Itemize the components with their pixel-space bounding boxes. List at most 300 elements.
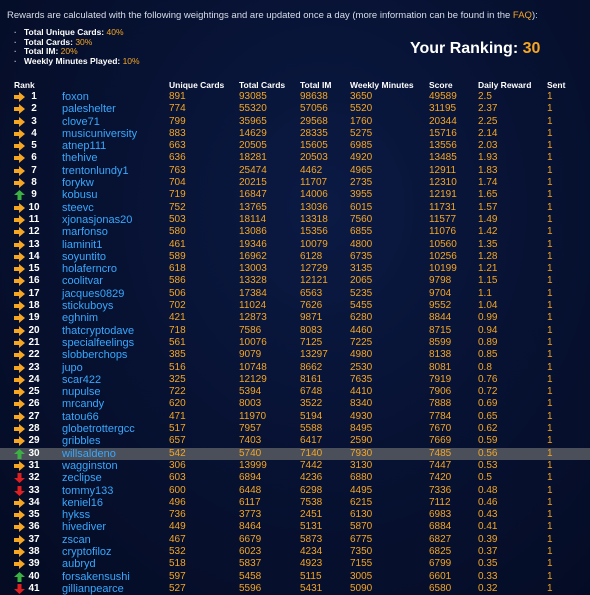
player-name-link[interactable]: tatou66 xyxy=(62,410,99,423)
arrow-right-icon xyxy=(14,128,25,140)
unique-cards-cell: 600 xyxy=(169,484,186,496)
weekly-minutes-cell: 2735 xyxy=(350,177,373,189)
arrow-right-icon xyxy=(14,300,25,312)
weekly-minutes-cell: 5455 xyxy=(350,300,373,312)
daily-reward-cell: 0.56 xyxy=(478,447,498,459)
sent-cell: 1 xyxy=(547,91,553,102)
weekly-minutes-cell: 3005 xyxy=(350,570,373,582)
score-cell: 10560 xyxy=(429,238,457,250)
player-name-link[interactable]: gribbles xyxy=(62,435,101,448)
player-name-link[interactable]: thatcryptodave xyxy=(62,324,135,337)
unique-cards-cell: 736 xyxy=(169,509,186,521)
weekly-minutes-cell: 8495 xyxy=(350,423,373,435)
weekly-minutes-cell: 8340 xyxy=(350,398,373,410)
unique-cards-cell: 516 xyxy=(169,361,186,373)
player-name-link[interactable]: jupo xyxy=(62,361,83,374)
player-name-link[interactable]: globetrottergcc xyxy=(62,423,135,436)
arrow-right-icon xyxy=(14,411,25,423)
total-cards-cell: 13086 xyxy=(239,226,267,238)
arrow-right-icon xyxy=(14,337,25,349)
arrow-right-icon xyxy=(14,91,25,103)
daily-reward-cell: 0.39 xyxy=(478,533,498,545)
weekly-minutes-cell: 2590 xyxy=(350,435,373,447)
table-row xyxy=(0,423,590,435)
total-cards-cell: 6894 xyxy=(239,472,262,484)
unique-cards-cell: 580 xyxy=(169,226,186,238)
unique-cards-cell: 527 xyxy=(169,582,186,594)
total-cards-cell: 13003 xyxy=(239,263,267,275)
player-name-link[interactable]: hivediver xyxy=(62,521,107,534)
daily-reward-cell: 1.15 xyxy=(478,275,498,287)
table-row xyxy=(0,485,590,497)
total-cards-cell: 6448 xyxy=(239,484,262,496)
weekly-minutes-cell: 5520 xyxy=(350,103,373,115)
table-row xyxy=(0,325,590,337)
table-row xyxy=(0,189,590,201)
weekly-minutes-cell: 6280 xyxy=(350,312,373,324)
rewards-intro-text xyxy=(7,10,538,21)
total-cards-cell: 11024 xyxy=(239,300,267,312)
sent-cell: 1 xyxy=(547,250,553,262)
sent-cell: 1 xyxy=(547,115,553,127)
arrow-up-icon xyxy=(14,189,25,201)
total-cards-cell: 16847 xyxy=(239,189,267,201)
table-row xyxy=(0,349,590,361)
total-im-cell: 28335 xyxy=(300,127,328,139)
unique-cards-cell: 636 xyxy=(169,152,186,164)
player-name-link[interactable]: nupulse xyxy=(62,386,101,399)
daily-reward-cell: 1.21 xyxy=(478,263,498,275)
unique-cards-cell: 722 xyxy=(169,386,186,398)
arrow-up-icon xyxy=(14,571,25,583)
table-row xyxy=(0,226,590,238)
arrow-right-icon xyxy=(14,226,25,238)
arrow-right-icon xyxy=(14,116,25,128)
table-row xyxy=(0,202,590,214)
score-cell: 6827 xyxy=(429,533,452,545)
arrow-down-icon xyxy=(14,472,25,484)
total-cards-cell: 20505 xyxy=(239,140,267,152)
weekly-minutes-cell: 3130 xyxy=(350,459,373,471)
unique-cards-cell: 663 xyxy=(169,140,186,152)
score-cell: 12310 xyxy=(429,177,457,189)
total-cards-cell: 11970 xyxy=(239,410,267,422)
score-cell: 8599 xyxy=(429,336,452,348)
sent-cell: 1 xyxy=(547,226,553,238)
total-im-cell: 15605 xyxy=(300,140,328,152)
player-name-link[interactable]: forsakensushi xyxy=(62,570,130,583)
total-im-cell: 4234 xyxy=(300,545,323,557)
unique-cards-cell: 421 xyxy=(169,312,186,324)
total-cards-cell: 18114 xyxy=(239,213,267,225)
rank-cell: 5 xyxy=(31,140,37,152)
player-name-link[interactable]: soyuntito xyxy=(62,250,107,263)
total-im-cell: 13318 xyxy=(300,213,328,225)
total-im-cell: 10079 xyxy=(300,238,328,250)
score-cell: 11076 xyxy=(429,226,457,238)
daily-reward-cell: 0.62 xyxy=(478,423,498,435)
daily-reward-cell: 0.94 xyxy=(478,324,498,336)
unique-cards-cell: 385 xyxy=(169,349,186,361)
table-row xyxy=(0,398,590,410)
weekly-minutes-cell: 3135 xyxy=(350,263,373,275)
score-cell: 15716 xyxy=(429,127,457,139)
score-cell: 9552 xyxy=(429,300,452,312)
sent-cell: 1 xyxy=(547,324,553,336)
table-row xyxy=(0,288,590,300)
total-cards-cell: 25474 xyxy=(239,164,267,176)
player-name-link[interactable]: jacques0829 xyxy=(62,287,125,300)
rank-cell: 24 xyxy=(28,373,40,385)
player-name-link[interactable]: trentonlundy1 xyxy=(62,164,129,177)
table-row xyxy=(0,300,590,312)
arrow-right-icon xyxy=(14,152,25,164)
player-name-link[interactable]: tommy133 xyxy=(62,484,114,497)
sent-cell: 1 xyxy=(547,496,553,508)
player-name-link[interactable]: cryptofiloz xyxy=(62,545,112,558)
ranking-label: Your Ranking: xyxy=(410,40,523,57)
daily-reward-cell: 2.5 xyxy=(478,91,492,102)
score-cell: 8138 xyxy=(429,349,452,361)
total-im-cell: 15356 xyxy=(300,226,328,238)
total-cards-cell: 7586 xyxy=(239,324,262,336)
header-score[interactable]: Score xyxy=(429,80,453,90)
total-im-cell: 29568 xyxy=(300,115,328,127)
total-im-cell: 5588 xyxy=(300,423,323,435)
weekly-minutes-cell: 2065 xyxy=(350,275,373,287)
total-im-cell: 6417 xyxy=(300,435,323,447)
rank-cell: 35 xyxy=(28,509,40,521)
player-name-link[interactable]: zeclipse xyxy=(62,472,102,485)
total-cards-cell: 6679 xyxy=(239,533,262,545)
sent-cell: 1 xyxy=(547,398,553,410)
table-row xyxy=(0,128,590,140)
arrow-right-icon xyxy=(14,460,25,472)
table-row xyxy=(0,411,590,423)
rank-cell: 38 xyxy=(28,545,40,557)
rank-cell: 18 xyxy=(28,300,40,312)
total-im-cell: 7538 xyxy=(300,496,323,508)
total-im-cell: 6298 xyxy=(300,484,323,496)
sent-cell: 1 xyxy=(547,177,553,189)
table-header xyxy=(0,80,590,91)
weekly-minutes-cell: 2530 xyxy=(350,361,373,373)
unique-cards-cell: 561 xyxy=(169,336,186,348)
rank-cell: 41 xyxy=(28,582,40,594)
rank-cell: 8 xyxy=(31,177,37,189)
daily-reward-cell: 0.76 xyxy=(478,373,498,385)
total-cards-cell: 18281 xyxy=(239,152,267,164)
weekly-minutes-cell: 6215 xyxy=(350,496,373,508)
arrow-right-icon xyxy=(14,251,25,263)
rank-cell: 11 xyxy=(28,213,40,225)
player-name-link[interactable]: scar422 xyxy=(62,373,102,386)
table-row xyxy=(0,103,590,115)
score-cell: 10256 xyxy=(429,250,457,262)
weekly-minutes-cell: 4460 xyxy=(350,324,373,336)
sent-cell: 1 xyxy=(547,189,553,201)
arrow-right-icon xyxy=(14,177,25,189)
unique-cards-cell: 542 xyxy=(169,447,186,459)
score-cell: 8844 xyxy=(429,312,452,324)
rank-cell: 39 xyxy=(28,558,40,570)
sent-cell: 1 xyxy=(547,423,553,435)
weighting-value: 40% xyxy=(106,27,124,37)
player-name-link[interactable]: forykw xyxy=(62,177,94,190)
total-im-cell: 3522 xyxy=(300,398,323,410)
weekly-minutes-cell: 6015 xyxy=(350,201,373,213)
sent-cell: 1 xyxy=(547,509,553,521)
sent-cell: 1 xyxy=(547,287,553,299)
score-cell: 6825 xyxy=(429,545,452,557)
total-cards-cell: 35965 xyxy=(239,115,267,127)
total-cards-cell: 16962 xyxy=(239,250,267,262)
total-cards-cell: 3773 xyxy=(239,509,262,521)
unique-cards-cell: 532 xyxy=(169,545,186,557)
ranking-table-body xyxy=(0,91,590,595)
daily-reward-cell: 0.72 xyxy=(478,386,498,398)
player-name-link[interactable]: steevc xyxy=(62,201,94,214)
faq-link[interactable]: FAQ xyxy=(512,10,532,21)
header-total-im[interactable]: Total IM xyxy=(300,80,332,90)
arrow-right-icon xyxy=(14,239,25,251)
sent-cell: 1 xyxy=(547,238,553,250)
player-name-link[interactable]: thehive xyxy=(62,152,98,165)
total-im-cell: 5115 xyxy=(300,570,322,582)
daily-reward-cell: 0.8 xyxy=(478,361,492,373)
sent-cell: 1 xyxy=(547,140,553,152)
total-im-cell: 57056 xyxy=(300,103,328,115)
unique-cards-cell: 702 xyxy=(169,300,186,312)
arrow-down-icon xyxy=(14,485,25,497)
rank-cell: 9 xyxy=(31,189,37,201)
arrow-right-icon xyxy=(14,103,25,115)
player-name-link[interactable]: marfonso xyxy=(62,226,108,239)
total-im-cell: 7442 xyxy=(300,459,323,471)
table-row xyxy=(0,275,590,287)
player-name-link[interactable]: hykss xyxy=(62,509,91,522)
total-cards-cell: 12129 xyxy=(239,373,267,385)
table-row xyxy=(0,362,590,374)
total-cards-cell: 5394 xyxy=(239,386,262,398)
weekly-minutes-cell: 7155 xyxy=(350,558,373,570)
sent-cell: 1 xyxy=(547,152,553,164)
sent-cell: 1 xyxy=(547,521,553,533)
table-row xyxy=(0,177,590,189)
unique-cards-cell: 752 xyxy=(169,201,186,213)
player-name-link[interactable]: foxon xyxy=(62,91,89,103)
weekly-minutes-cell: 7350 xyxy=(350,545,373,557)
arrow-right-icon xyxy=(14,362,25,374)
table-row xyxy=(0,91,590,103)
header-unique-cards[interactable]: Unique Cards xyxy=(169,80,225,90)
score-cell: 12911 xyxy=(429,164,457,176)
player-name-link[interactable]: musicuniversity xyxy=(62,127,138,140)
weekly-minutes-cell: 4920 xyxy=(350,152,373,164)
player-name-link[interactable]: gillianpearce xyxy=(62,582,124,595)
daily-reward-cell: 1.28 xyxy=(478,250,498,262)
header-total-cards[interactable]: Total Cards xyxy=(239,80,286,90)
player-name-link[interactable]: xjonasjonas20 xyxy=(62,213,133,226)
total-cards-cell: 9079 xyxy=(239,349,262,361)
arrow-right-icon xyxy=(14,374,25,386)
player-name-link[interactable]: willsaldeno xyxy=(62,447,116,460)
daily-reward-cell: 1.93 xyxy=(478,152,498,164)
player-name-link[interactable]: aubryd xyxy=(62,558,96,571)
player-name-link[interactable]: slobberchops xyxy=(62,349,128,362)
intro-text: Rewards are calculated with the following weightings and are updated once a day (more information can be found in the xyxy=(7,10,513,21)
player-name-link[interactable]: stickuboys xyxy=(62,300,114,313)
total-im-cell: 11707 xyxy=(300,177,328,189)
score-cell: 7336 xyxy=(429,484,452,496)
daily-reward-cell: 0.85 xyxy=(478,349,498,361)
rank-cell: 34 xyxy=(28,496,40,508)
unique-cards-cell: 763 xyxy=(169,164,186,176)
total-im-cell: 5131 xyxy=(300,521,323,533)
table-row xyxy=(0,571,590,583)
table-row xyxy=(0,497,590,509)
player-name-link[interactable]: eghnim xyxy=(62,312,99,325)
daily-reward-cell: 1.49 xyxy=(478,213,498,225)
player-name-link[interactable]: wagginston xyxy=(62,459,118,472)
rank-cell: 4 xyxy=(31,127,37,139)
total-im-cell: 98638 xyxy=(300,91,328,102)
player-name-link[interactable]: clove71 xyxy=(62,115,100,128)
weekly-minutes-cell: 7635 xyxy=(350,373,373,385)
table-row xyxy=(0,374,590,386)
sent-cell: 1 xyxy=(547,336,553,348)
daily-reward-cell: 0.53 xyxy=(478,459,498,471)
player-name-link[interactable]: holaferncro xyxy=(62,263,118,276)
total-im-cell: 5194 xyxy=(300,410,323,422)
unique-cards-cell: 496 xyxy=(169,496,186,508)
player-name-link[interactable]: paleshelter xyxy=(62,103,116,116)
player-name-link[interactable]: coolitvar xyxy=(62,275,103,288)
weekly-minutes-cell: 1760 xyxy=(350,115,373,127)
score-cell: 7670 xyxy=(429,423,452,435)
header-daily-reward[interactable]: Daily Reward xyxy=(478,80,532,90)
unique-cards-cell: 603 xyxy=(169,472,186,484)
weekly-minutes-cell: 6775 xyxy=(350,533,373,545)
player-name-link[interactable]: kobusu xyxy=(62,189,98,202)
score-cell: 7906 xyxy=(429,386,452,398)
unique-cards-cell: 597 xyxy=(169,570,186,582)
weekly-minutes-cell: 4495 xyxy=(350,484,373,496)
rank-cell: 33 xyxy=(28,484,40,496)
total-im-cell: 13036 xyxy=(300,201,328,213)
rank-cell: 28 xyxy=(28,423,40,435)
rank-cell: 1 xyxy=(31,91,37,102)
player-name-link[interactable]: atnep111 xyxy=(62,140,107,153)
weighting-value: 20% xyxy=(60,46,78,57)
weighting-value: 30% xyxy=(75,36,93,47)
table-row xyxy=(0,239,590,251)
daily-reward-cell: 1.04 xyxy=(478,300,498,312)
daily-reward-cell: 1.65 xyxy=(478,189,498,201)
player-name-link[interactable]: mrcandy xyxy=(62,398,105,411)
header-sent[interactable]: Sent xyxy=(547,80,566,90)
sent-cell: 1 xyxy=(547,472,553,484)
arrow-right-icon xyxy=(14,534,25,546)
header-weekly-minutes[interactable]: Weekly Minutes xyxy=(350,80,414,90)
daily-reward-cell: 0.69 xyxy=(478,398,498,410)
weekly-minutes-cell: 3650 xyxy=(350,91,373,102)
score-cell: 6884 xyxy=(429,521,452,533)
unique-cards-cell: 461 xyxy=(169,238,186,250)
daily-reward-cell: 1.57 xyxy=(478,201,498,213)
unique-cards-cell: 883 xyxy=(169,127,186,139)
rank-cell: 30 xyxy=(28,447,40,459)
score-cell: 8715 xyxy=(429,324,452,336)
total-cards-cell: 6117 xyxy=(239,496,261,508)
total-im-cell: 5873 xyxy=(300,533,323,545)
unique-cards-cell: 471 xyxy=(169,410,186,422)
weighting-label: Total Unique Cards: xyxy=(24,27,107,37)
weekly-minutes-cell: 4410 xyxy=(350,386,373,398)
player-name-link[interactable]: liaminit1 xyxy=(62,238,103,251)
header-rank[interactable]: Rank xyxy=(14,80,35,90)
rank-cell: 7 xyxy=(31,164,37,176)
rank-cell: 3 xyxy=(31,115,37,127)
total-cards-cell: 5837 xyxy=(239,558,262,570)
unique-cards-cell: 517 xyxy=(169,423,186,435)
unique-cards-cell: 506 xyxy=(169,287,186,299)
daily-reward-cell: 1.1 xyxy=(478,287,492,299)
weighting-label: Weekly Minutes Played: xyxy=(24,55,123,66)
arrow-right-icon xyxy=(14,546,25,558)
sent-cell: 1 xyxy=(547,459,553,471)
weightings-list xyxy=(24,28,140,66)
table-row xyxy=(0,521,590,533)
arrow-right-icon xyxy=(14,521,25,533)
player-name-link[interactable]: keniel16 xyxy=(62,496,103,509)
table-row xyxy=(0,337,590,349)
sent-cell: 1 xyxy=(547,435,553,447)
unique-cards-cell: 467 xyxy=(169,533,186,545)
unique-cards-cell: 799 xyxy=(169,115,186,127)
weekly-minutes-cell: 7930 xyxy=(350,447,373,459)
total-cards-cell: 7957 xyxy=(239,423,262,435)
unique-cards-cell: 325 xyxy=(169,373,186,385)
score-cell: 7447 xyxy=(429,459,452,471)
total-cards-cell: 13999 xyxy=(239,459,267,471)
weekly-minutes-cell: 4980 xyxy=(350,349,373,361)
score-cell: 7919 xyxy=(429,373,452,385)
sent-cell: 1 xyxy=(547,275,553,287)
arrow-right-icon xyxy=(14,275,25,287)
unique-cards-cell: 718 xyxy=(169,324,186,336)
rank-cell: 27 xyxy=(28,410,40,422)
player-name-link[interactable]: zscan xyxy=(62,533,91,546)
total-im-cell: 5431 xyxy=(300,582,323,594)
arrow-right-icon xyxy=(14,398,25,410)
weekly-minutes-cell: 7560 xyxy=(350,213,373,225)
arrow-right-icon xyxy=(14,312,25,324)
total-im-cell: 12121 xyxy=(300,275,328,287)
table-row xyxy=(0,140,590,152)
rank-cell: 16 xyxy=(28,275,40,287)
arrow-up-icon xyxy=(14,448,25,460)
total-im-cell: 7125 xyxy=(300,336,323,348)
rank-cell: 23 xyxy=(28,361,40,373)
total-im-cell: 12729 xyxy=(300,263,328,275)
sent-cell: 1 xyxy=(547,558,553,570)
player-name-link[interactable]: specialfeelings xyxy=(62,336,135,349)
arrow-right-icon xyxy=(14,497,25,509)
unique-cards-cell: 891 xyxy=(169,91,186,102)
daily-reward-cell: 1.35 xyxy=(478,238,498,250)
daily-reward-cell: 0.46 xyxy=(478,496,498,508)
